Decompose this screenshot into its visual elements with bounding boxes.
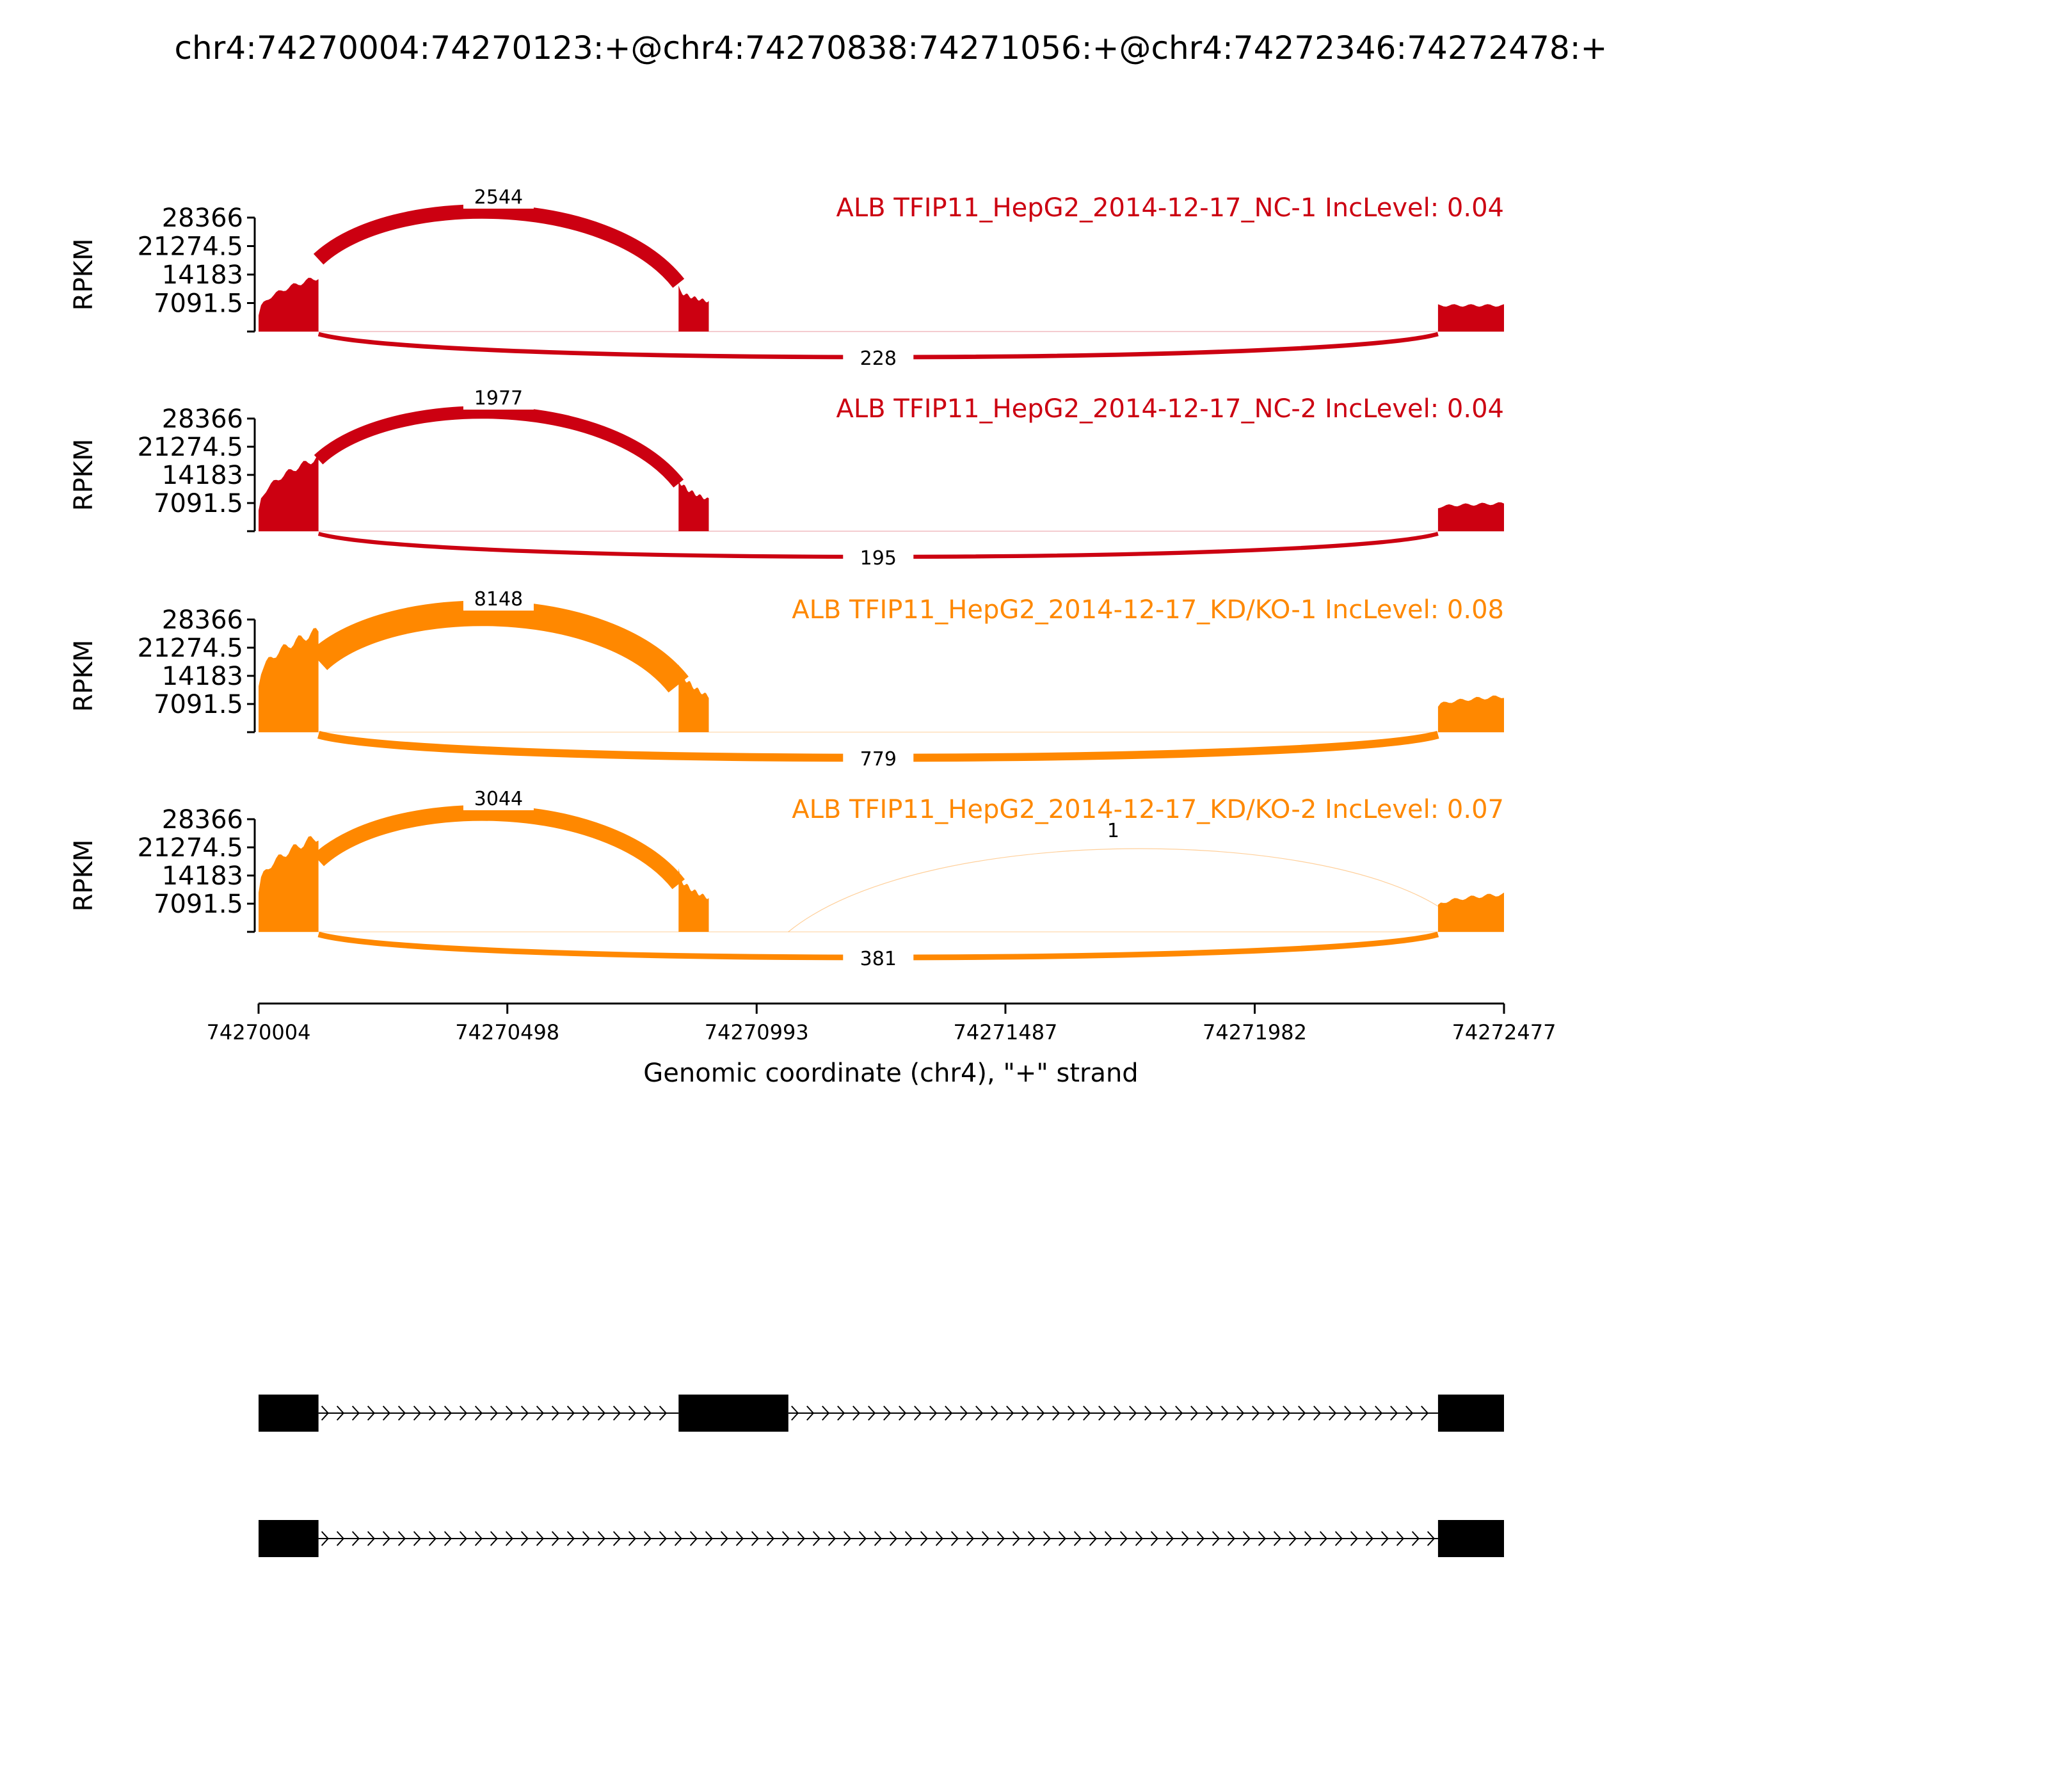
x-tick-label: 74270004: [206, 1020, 311, 1044]
y-tick-label: 28366: [161, 404, 243, 434]
track-label: ALB TFIP11_HepG2_2014-12-17_NC-1 IncLevel: 0.04: [836, 193, 1504, 223]
y-tick-label: 21274.5: [137, 433, 243, 462]
exon-block: [678, 1395, 788, 1432]
y-axis-label: RPKM: [69, 839, 99, 912]
junction-arc: [319, 813, 679, 884]
junction-count-label: 381: [860, 948, 897, 970]
y-tick-label: 7091.5: [154, 690, 243, 719]
x-tick-label: 74272477: [1452, 1020, 1556, 1044]
y-tick-label: 7091.5: [154, 489, 243, 518]
y-tick-label: 28366: [161, 204, 243, 233]
x-tick-label: 74270993: [704, 1020, 809, 1044]
junction-count-label: 2544: [474, 186, 524, 209]
x-tick-label: 74271982: [1203, 1020, 1307, 1044]
y-axis-label: RPKM: [69, 639, 99, 712]
isoform-1: [259, 1395, 1504, 1432]
exon-block: [259, 1520, 319, 1557]
isoform-2: [259, 1520, 1504, 1557]
coverage-area: [259, 836, 319, 932]
track-3: [69, 588, 1504, 771]
chart-title: chr4:74270004:74270123:+@chr4:74270838:74271056:+@chr4:74272346:74272478:+: [174, 29, 1608, 67]
exon-block: [1438, 1395, 1504, 1432]
junction-count-label: 228: [860, 348, 897, 370]
coverage-area: [678, 476, 708, 532]
track-2: [69, 387, 1504, 570]
junction-count-label: 779: [860, 748, 897, 771]
coverage-area: [259, 278, 319, 332]
exon-block: [1438, 1520, 1504, 1557]
y-tick-label: 7091.5: [154, 289, 243, 319]
coverage-area: [1438, 502, 1504, 531]
coverage-area: [1438, 696, 1504, 732]
coverage-tracks: [69, 186, 1504, 970]
coverage-area: [259, 628, 319, 732]
x-axis: [207, 1004, 1556, 1044]
x-tick-label: 74270498: [455, 1020, 560, 1044]
y-tick-label: 14183: [161, 461, 243, 490]
y-tick-label: 21274.5: [137, 634, 243, 663]
gene-model: [259, 1395, 1504, 1557]
junction-arc: [319, 613, 679, 684]
track-label: ALB TFIP11_HepG2_2014-12-17_NC-2 IncLevel: 0.04: [836, 394, 1504, 424]
coverage-area: [678, 285, 708, 332]
y-tick-label: 21274.5: [137, 833, 243, 863]
junction-arc: [319, 412, 679, 483]
y-tick-label: 28366: [161, 805, 243, 835]
y-tick-label: 28366: [161, 605, 243, 635]
coverage-area: [259, 454, 319, 531]
track-4: [69, 787, 1504, 970]
junction-count-label: 1977: [474, 387, 524, 410]
y-axis-label: RPKM: [69, 238, 99, 311]
junction-count-label: 195: [860, 547, 897, 570]
junction-count-label: 3044: [474, 788, 524, 810]
exon-block: [259, 1395, 319, 1432]
track-label: ALB TFIP11_HepG2_2014-12-17_KD/KO-2 IncLevel: 0.07: [792, 795, 1504, 824]
y-tick-label: 7091.5: [154, 890, 243, 919]
track-label: ALB TFIP11_HepG2_2014-12-17_KD/KO-1 IncLevel: 0.08: [792, 595, 1504, 625]
junction-count-label: 1: [1107, 820, 1119, 842]
coverage-area: [1438, 304, 1504, 332]
y-tick-label: 14183: [161, 260, 243, 290]
junction-arc: [319, 211, 679, 283]
y-axis-label: RPKM: [69, 438, 99, 511]
junction-arc: [788, 849, 1438, 932]
x-tick-label: 74271487: [953, 1020, 1058, 1044]
track-1: [69, 186, 1504, 370]
coverage-area: [1438, 893, 1504, 932]
y-tick-label: 14183: [161, 861, 243, 891]
junction-count-label: 8148: [474, 588, 524, 611]
y-tick-label: 14183: [161, 662, 243, 691]
y-tick-label: 21274.5: [137, 232, 243, 262]
x-axis-label: Genomic coordinate (chr4), "+" strand: [643, 1059, 1139, 1088]
